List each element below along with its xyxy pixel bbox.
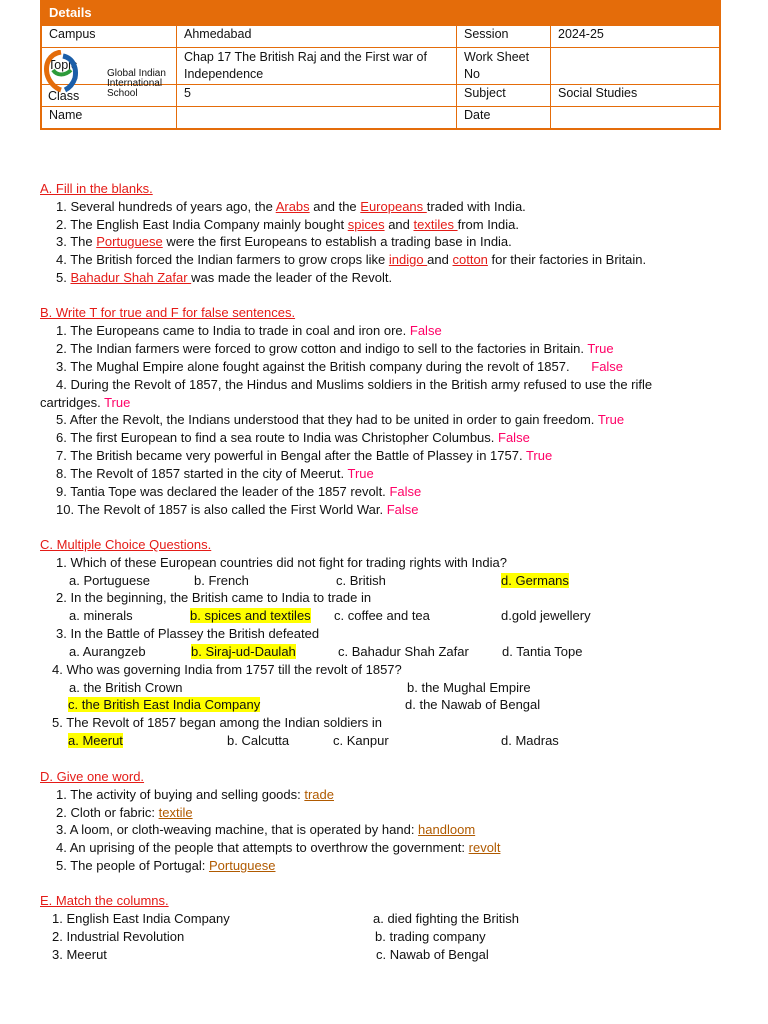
list-item: 4. During the Revolt of 1857, the Hindus and Muslims soldiers in the British army refused to use the rifle xyxy=(56,377,653,392)
section-d-title: D. Give one word. xyxy=(40,769,145,784)
worksheet-label: Work Sheet No xyxy=(457,48,551,85)
list-item: 8. The Revolt of 1857 started in the city of Meerut. True xyxy=(56,466,374,481)
option: a. the British Crown xyxy=(69,680,183,695)
list-item: 2. The English East India Company mainly bought spices and textiles from India. xyxy=(56,217,519,232)
topic-value: Chap 17 The British Raj and the First war of Independence xyxy=(177,48,457,85)
option: d. Madras xyxy=(501,733,559,748)
question: 1. Which of these European countries did not fight for trading rights with India? xyxy=(56,555,507,570)
correct-option: c. the British East India Company xyxy=(68,697,261,712)
option: a. minerals xyxy=(69,608,133,623)
session-value: 2024-25 xyxy=(551,26,720,48)
school-logo-text: Global Indian International School xyxy=(107,68,166,99)
question: 2. In the beginning, the British came to India to trade in xyxy=(56,590,372,605)
correct-option: b. spices and textiles xyxy=(190,608,311,623)
list-item: 3. A loom, or cloth-weaving machine, that is operated by hand: handloom xyxy=(56,822,476,837)
worksheet-value xyxy=(551,48,720,85)
campus-value: Ahmedabad xyxy=(177,26,457,48)
option: a. Aurangzeb xyxy=(69,644,146,659)
option: b. the Mughal Empire xyxy=(407,680,531,695)
option: b. French xyxy=(194,573,249,588)
option: a. Portuguese xyxy=(69,573,150,588)
class-label-text: Class xyxy=(48,89,80,103)
correct-option: b. Siraj-ud-Daulah xyxy=(191,644,296,659)
list-item: 6. The first European to find a sea route to India was Christopher Columbus. False xyxy=(56,430,530,445)
section-a-title: A. Fill in the blanks. xyxy=(40,181,153,196)
date-field[interactable] xyxy=(551,107,720,129)
section-b-title: B. Write T for true and F for false sentences. xyxy=(40,305,296,320)
option: b. Calcutta xyxy=(227,733,290,748)
list-item: 1. The Europeans came to India to trade in coal and iron ore. False xyxy=(56,323,442,338)
match-right: a. died fighting the British xyxy=(373,911,519,926)
topic-label-text: Topic xyxy=(48,58,78,72)
option: c. coffee and tea xyxy=(334,608,430,623)
list-item: 2. The Indian farmers were forced to grow cotton and indigo to sell to the factories in Britain. True xyxy=(56,341,614,356)
list-item: 7. The British became very powerful in Bengal after the Battle of Plassey in 1757. True xyxy=(56,448,553,463)
list-item: 10. The Revolt of 1857 is also called the First World War. False xyxy=(56,502,419,517)
option: c. British xyxy=(336,573,386,588)
list-item: 1. Several hundreds of years ago, the Arabs and the Europeans traded with India. xyxy=(56,199,526,214)
option: c. Kanpur xyxy=(333,733,389,748)
section-e-title: E. Match the columns. xyxy=(40,893,169,908)
details-title: Details xyxy=(41,1,720,25)
list-item: 3. The Portuguese were the first Europeans to establish a trading base in India. xyxy=(56,234,512,249)
option: d.gold jewellery xyxy=(501,608,591,623)
list-item: 1. The activity of buying and selling goods: trade xyxy=(56,787,334,802)
class-value: 5 xyxy=(177,85,457,107)
name-field[interactable] xyxy=(177,107,457,129)
match-right: c. Nawab of Bengal xyxy=(376,947,489,962)
section-c-title: C. Multiple Choice Questions. xyxy=(40,537,212,552)
table-row xyxy=(42,107,720,129)
match-right: b. trading company xyxy=(375,929,486,944)
date-label: Date xyxy=(457,107,551,129)
option: c. Bahadur Shah Zafar xyxy=(338,644,469,659)
question: 3. In the Battle of Plassey the British defeated xyxy=(56,626,320,641)
name-label: Name xyxy=(42,107,177,129)
list-item-continued: cartridges. True xyxy=(40,395,131,410)
list-item: 4. An uprising of the people that attempts to overthrow the government: revolt xyxy=(56,840,501,855)
question: 4. Who was governing India from 1757 till the revolt of 1857? xyxy=(52,662,402,677)
campus-label: Campus xyxy=(42,26,177,48)
session-label: Session xyxy=(457,26,551,48)
match-left: 2. Industrial Revolution xyxy=(52,929,185,944)
option: d. Tantia Tope xyxy=(502,644,583,659)
match-left: 1. English East India Company xyxy=(52,911,230,926)
list-item: 3. The Mughal Empire alone fought against the British company during the revolt of 1857. False xyxy=(56,359,624,374)
list-item: 5. After the Revolt, the Indians understood that they had to be united in order to gain freedom. True xyxy=(56,412,625,427)
list-item: 5. The people of Portugal: Portuguese xyxy=(56,858,276,873)
list-item: 2. Cloth or fabric: textile xyxy=(56,805,193,820)
list-item: 9. Tantia Tope was declared the leader of the 1857 revolt. False xyxy=(56,484,422,499)
list-item: 4. The British forced the Indian farmers to grow crops like indigo and cotton for their factories in Britain. xyxy=(56,252,647,267)
school-logo-icon xyxy=(43,50,79,94)
match-left: 3. Meerut xyxy=(52,947,107,962)
subject-label: Subject xyxy=(457,85,551,107)
question: 5. The Revolt of 1857 began among the Indian soldiers in xyxy=(52,715,383,730)
subject-value: Social Studies xyxy=(551,85,720,107)
correct-option: a. Meerut xyxy=(68,733,123,748)
table-row xyxy=(42,26,720,48)
correct-option: d. Germans xyxy=(501,573,569,588)
details-header xyxy=(40,0,721,130)
option: d. the Nawab of Bengal xyxy=(405,697,541,712)
list-item: 5. Bahadur Shah Zafar was made the leader of the Revolt. xyxy=(56,270,393,285)
